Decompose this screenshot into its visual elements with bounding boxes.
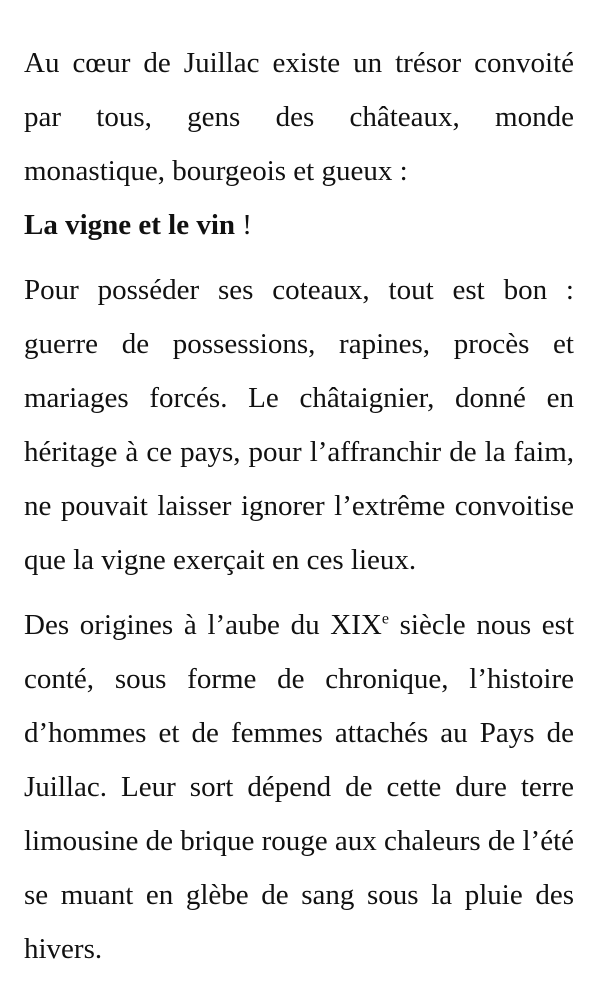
paragraph-intro bbox=[24, 36, 574, 252]
emphasis-tail: ! bbox=[235, 209, 252, 241]
century-superscript: e bbox=[381, 610, 389, 628]
paragraph-intro-text: Au cœur de Juillac existe un trésor convoité par tous, gens des châteaux, monde monastique, bourgeois et gueux : bbox=[24, 47, 574, 187]
text-page bbox=[24, 36, 574, 987]
paragraph-coteaux bbox=[24, 263, 574, 587]
paragraph-origins-text-after: siècle nous est conté, sous forme de chronique, l’histoire d’hommes et de femmes attachés au Pays de Juillac. Leur sort dépend de cette dure terre limousine de brique rouge aux chaleurs de l’été se muant en glèbe de sang sous la pluie des hivers. bbox=[24, 609, 575, 965]
paragraph-coteaux-text: Pour posséder ses coteaux, tout est bon : guerre de possessions, rapines, procès et mariages forcés. Le châtaignier, donné en héritage à ce pays, pour l’affranchir de la faim, ne pouvait laisser ignorer l’extrême convoitise que la vigne exerçait en ces lieux. bbox=[24, 274, 574, 576]
emphasis-vine-and-wine: La vigne et le vin bbox=[24, 209, 236, 241]
paragraph-origins bbox=[24, 598, 574, 976]
paragraph-origins-text-before: Des origines à l’aube du XIX bbox=[24, 609, 382, 641]
